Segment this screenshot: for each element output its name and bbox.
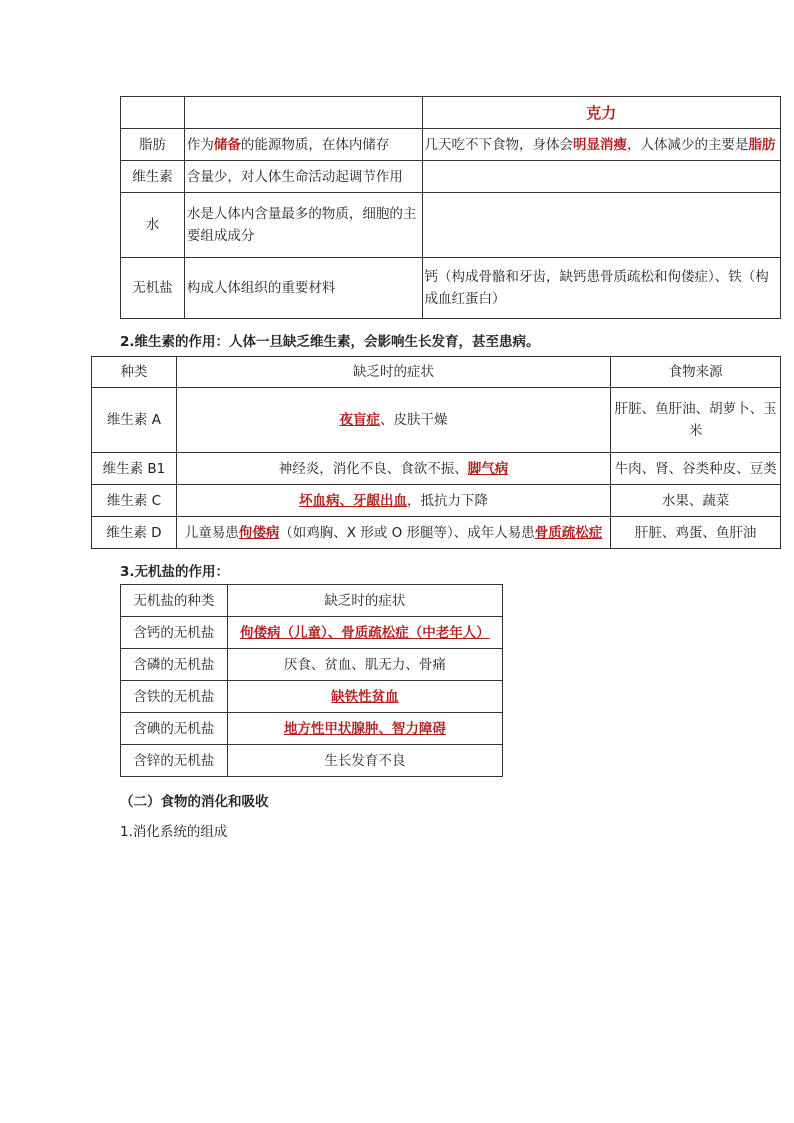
table-row bbox=[92, 485, 781, 517]
table-header-row bbox=[121, 97, 781, 129]
header-cell: 无机盐的种类 bbox=[121, 585, 228, 617]
section4-heading: （二）食物的消化和吸收 bbox=[120, 794, 269, 810]
table-row bbox=[121, 258, 781, 319]
text-run: ，抵抗力下降 bbox=[407, 492, 489, 509]
vitamin-kind: 维生素 D bbox=[92, 517, 177, 549]
section3-heading: 3.无机盐的作用： bbox=[120, 564, 230, 580]
header-cell bbox=[184, 97, 422, 129]
table-row bbox=[121, 745, 503, 777]
table-row bbox=[121, 617, 503, 649]
header-cell: 克力 bbox=[422, 97, 780, 129]
vitamin-table-body bbox=[92, 357, 781, 549]
nutrient-function bbox=[184, 129, 422, 161]
nutrient-note bbox=[422, 193, 780, 258]
vitamin-symptom bbox=[176, 517, 610, 549]
nutrient-name: 脂肪 bbox=[121, 129, 185, 161]
vitamin-kind: 维生素 A bbox=[92, 388, 177, 453]
table-row bbox=[121, 161, 781, 193]
text-run: 厌食、贫血、肌无力、骨痛 bbox=[283, 656, 446, 673]
mineral-kind: 含钙的无机盐 bbox=[121, 617, 228, 649]
vitamin-symptom bbox=[176, 388, 610, 453]
header-cell: 食物来源 bbox=[611, 357, 781, 388]
text-run: 储备 bbox=[213, 136, 241, 153]
table-row bbox=[121, 713, 503, 745]
mineral-symptom bbox=[227, 649, 502, 681]
text-run: 作为 bbox=[186, 136, 214, 153]
text-run: 明显消瘦 bbox=[573, 136, 628, 153]
text-run: 水是人体内含量最多的物质，细胞的主要组成成分 bbox=[186, 206, 417, 244]
text-run: （如鸡胸、X 形或 O 形腿等）、成年人易患 bbox=[279, 524, 535, 541]
mineral-symptom bbox=[227, 681, 502, 713]
text-run: 佝偻病 bbox=[238, 524, 280, 541]
mineral-kind: 含磷的无机盐 bbox=[121, 649, 228, 681]
text-run: 脚气病 bbox=[467, 460, 509, 477]
vitamin-kind: 维生素 B1 bbox=[92, 453, 177, 485]
nutrient-function bbox=[184, 258, 422, 319]
nutrient-note bbox=[422, 161, 780, 193]
text-run: 儿童易患 bbox=[184, 524, 239, 541]
table-row bbox=[121, 129, 781, 161]
mineral-table-body bbox=[121, 585, 503, 777]
text-run: 的能源物质，在体内储存 bbox=[240, 136, 390, 153]
text-run: ，人体减少的主要是 bbox=[627, 136, 749, 153]
text-run: 神经炎，消化不良、食欲不振、 bbox=[278, 460, 468, 477]
table-row bbox=[121, 681, 503, 713]
table-row bbox=[121, 193, 781, 258]
mineral-table bbox=[120, 584, 503, 777]
text-run: 夜盲症 bbox=[339, 412, 381, 428]
vitamin-symptom bbox=[176, 485, 610, 517]
nutrient-function bbox=[184, 161, 422, 193]
vitamin-source: 水果、蔬菜 bbox=[611, 485, 781, 517]
nutrient-name: 维生素 bbox=[121, 161, 185, 193]
text-run: 钙（构成骨骼和牙齿，缺钙患骨质疏松和佝偻症）、铁（构成血红蛋白） bbox=[424, 269, 769, 307]
nutrient-table bbox=[120, 96, 781, 319]
header-cell: 缺乏时的症状 bbox=[227, 585, 502, 617]
text-run: 缺铁性贫血 bbox=[331, 688, 399, 705]
text-run: 佝偻病（儿童）、骨质疏松症（中老年人） bbox=[239, 624, 490, 641]
text-run: 构成人体组织的重要材料 bbox=[186, 280, 336, 296]
vitamin-source: 牛肉、肾、谷类种皮、豆类 bbox=[611, 453, 781, 485]
nutrient-note bbox=[422, 258, 780, 319]
header-cell bbox=[121, 97, 185, 129]
section4-subheading: 1.消化系统的组成 bbox=[120, 824, 228, 840]
table-row bbox=[92, 388, 781, 453]
text-run: 脂肪 bbox=[748, 136, 776, 153]
mineral-kind: 含锌的无机盐 bbox=[121, 745, 228, 777]
header-cell: 缺乏时的症状 bbox=[176, 357, 610, 388]
text-run: 地方性甲状腺肿、智力障碍 bbox=[283, 720, 446, 737]
table-header-row bbox=[121, 585, 503, 617]
table-row bbox=[92, 517, 781, 549]
table-header-row bbox=[92, 357, 781, 388]
text-run: 、皮肤干燥 bbox=[380, 412, 448, 428]
text-run: 含量少，对人体生命活动起调节作用 bbox=[186, 168, 403, 185]
text-run: 坏血病、牙龈出血 bbox=[299, 492, 408, 509]
vitamin-source: 肝脏、鸡蛋、鱼肝油 bbox=[611, 517, 781, 549]
mineral-symptom bbox=[227, 713, 502, 745]
mineral-kind: 含碘的无机盐 bbox=[121, 713, 228, 745]
nutrient-function bbox=[184, 193, 422, 258]
vitamin-symptom bbox=[176, 453, 610, 485]
vitamin-kind: 维生素 C bbox=[92, 485, 177, 517]
text-run: 骨质疏松症 bbox=[534, 524, 603, 541]
text-run: 生长发育不良 bbox=[324, 752, 406, 769]
mineral-symptom bbox=[227, 745, 502, 777]
nutrient-note bbox=[422, 129, 780, 161]
nutrient-table-body bbox=[121, 97, 781, 319]
mineral-symptom bbox=[227, 617, 502, 649]
header-cell: 种类 bbox=[92, 357, 177, 388]
mineral-kind: 含铁的无机盐 bbox=[121, 681, 228, 713]
nutrient-name: 水 bbox=[121, 193, 185, 258]
vitamin-table bbox=[91, 356, 781, 549]
nutrient-name: 无机盐 bbox=[121, 258, 185, 319]
text-run: 几天吃不下食物，身体会 bbox=[424, 136, 574, 153]
vitamin-source: 肝脏、鱼肝油、胡萝卜、玉米 bbox=[611, 388, 781, 453]
section2-heading: 2.维生素的作用：人体一旦缺乏维生素，会影响生长发育，甚至患病。 bbox=[120, 334, 540, 350]
table-row bbox=[92, 453, 781, 485]
table-row bbox=[121, 649, 503, 681]
